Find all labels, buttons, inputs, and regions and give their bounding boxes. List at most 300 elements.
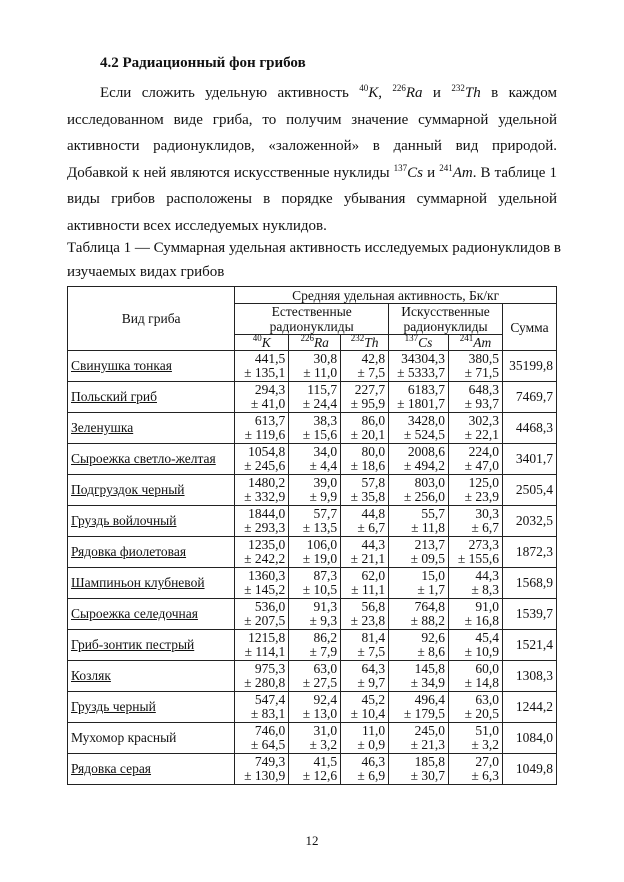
activity-value: 64,3 <box>361 660 386 676</box>
sum-cell: 35199,8 <box>502 351 556 382</box>
activity-value: 44,8 <box>361 505 386 521</box>
activity-cell <box>449 382 503 413</box>
activity-value: 91,3 <box>313 598 338 614</box>
header-artificial: Искусственные радионуклиды <box>389 304 503 335</box>
activity-error: ± 35,8 <box>350 489 386 504</box>
activity-error: ± 494,2 <box>403 458 446 473</box>
activity-error: ± 11,0 <box>303 365 338 380</box>
activity-error: ± 524,5 <box>403 427 446 442</box>
activity-value: 1215,8 <box>248 629 286 645</box>
activity-value: 496,4 <box>414 691 446 707</box>
activity-error: ± 18,6 <box>350 458 386 473</box>
table-row <box>68 599 557 630</box>
activity-error: ± 12,6 <box>302 768 338 783</box>
header-nuclide <box>389 335 449 351</box>
activity-cell <box>389 692 449 723</box>
sum-cell: 1049,8 <box>502 754 556 785</box>
activity-error: ± 41,0 <box>250 396 286 411</box>
activity-error: ± 9,9 <box>309 489 338 504</box>
activity-error: ± 95,9 <box>350 396 386 411</box>
sum-cell: 1084,0 <box>502 723 556 754</box>
cs-mass-number: 137 <box>393 162 408 173</box>
nuclide-symbol: Am <box>473 335 492 350</box>
activity-cell <box>289 382 341 413</box>
activity-error: ± 23,9 <box>464 489 499 504</box>
activity-error: ± 3,2 <box>309 737 338 752</box>
species-name-cell <box>68 661 235 692</box>
activity-value: 746,0 <box>254 722 286 738</box>
activity-cell <box>289 661 341 692</box>
activity-value: 57,7 <box>313 505 338 521</box>
activity-error: ± 155,6 <box>457 551 499 566</box>
activity-cell <box>235 723 289 754</box>
table-row <box>68 661 557 692</box>
activity-error: ± 6,7 <box>471 520 499 535</box>
activity-value: 92,6 <box>421 629 446 645</box>
nuclide-symbol: Ra <box>313 335 329 350</box>
activity-value: 11,0 <box>361 722 386 738</box>
activity-cell <box>389 537 449 568</box>
table-caption: Таблица 1 — Суммарная удельная активность исследуемых радионуклидов в изучаемых видах грибов <box>67 240 561 280</box>
species-name: Рядовка фиолетовая <box>71 543 187 559</box>
species-name: Груздь войлочный <box>71 512 177 528</box>
activity-cell <box>449 413 503 444</box>
activity-value: 30,3 <box>475 505 499 521</box>
activity-error: ± 19,0 <box>302 551 338 566</box>
nuclide-symbol: Th <box>364 335 379 350</box>
activity-value: 764,8 <box>414 598 446 614</box>
activity-error: ± 11,1 <box>351 582 386 597</box>
activity-value: 41,5 <box>313 753 338 769</box>
activity-value: 62,0 <box>361 567 386 583</box>
activity-cell <box>289 444 341 475</box>
table-row <box>68 754 557 785</box>
sum-cell: 1568,9 <box>502 568 556 599</box>
activity-value: 30,8 <box>313 350 338 366</box>
activity-error: ± 13,0 <box>302 706 338 721</box>
species-name-cell <box>68 754 235 785</box>
activity-error: ± 83,1 <box>250 706 286 721</box>
activity-error: ± 20,1 <box>350 427 386 442</box>
activity-cell <box>341 568 389 599</box>
activity-cell <box>389 506 449 537</box>
activity-error: ± 3,2 <box>471 737 499 752</box>
activity-cell <box>449 475 503 506</box>
activity-error: ± 114,1 <box>244 644 286 659</box>
activity-value: 380,5 <box>468 350 499 366</box>
activity-error: ± 71,5 <box>464 365 499 380</box>
header-nuclide <box>235 335 289 351</box>
para-sep: , <box>378 85 393 101</box>
activity-error: ± 6,9 <box>357 768 386 783</box>
species-name: Сыроежка селедочная <box>71 605 198 621</box>
activity-error: ± 280,8 <box>244 675 286 690</box>
activity-value: 27,0 <box>475 753 499 769</box>
table-row <box>68 506 557 537</box>
activity-error: ± 10,9 <box>464 644 499 659</box>
sum-cell: 1872,3 <box>502 537 556 568</box>
activity-cell <box>449 506 503 537</box>
activity-error: ± 293,3 <box>244 520 286 535</box>
activity-error: ± 23,8 <box>350 613 386 628</box>
activity-cell <box>235 599 289 630</box>
activity-cell <box>235 413 289 444</box>
activity-value: 2008,6 <box>407 443 446 459</box>
activity-value: 1480,2 <box>248 474 286 490</box>
activity-error: ± 11,8 <box>411 520 446 535</box>
activity-cell <box>449 444 503 475</box>
para-and-1: и <box>422 85 452 101</box>
activity-error: ± 9,3 <box>309 613 338 628</box>
activity-error: ± 179,5 <box>403 706 446 721</box>
table-row <box>68 692 557 723</box>
activity-cell <box>341 692 389 723</box>
activity-cell <box>341 599 389 630</box>
species-name: Рядовка серая <box>71 760 152 776</box>
sum-cell: 1308,3 <box>502 661 556 692</box>
species-name-cell <box>68 599 235 630</box>
activity-cell <box>235 692 289 723</box>
table-row <box>68 475 557 506</box>
species-name: Мухомор красный <box>71 729 177 745</box>
th-symbol: Th <box>464 85 481 101</box>
activity-cell <box>289 475 341 506</box>
nuclide-mass-number: 232 <box>350 333 365 343</box>
activity-cell <box>235 537 289 568</box>
activity-cell <box>341 723 389 754</box>
species-name-cell <box>68 568 235 599</box>
k-symbol: K <box>368 85 379 101</box>
nuclide-mass-number: 241 <box>459 333 474 343</box>
intro-paragraph <box>67 80 557 239</box>
header-mean-activity: Средняя удельная активность, Бк/кг <box>235 287 557 304</box>
activity-cell <box>235 754 289 785</box>
species-name: Польский гриб <box>71 388 157 404</box>
activity-value: 45,4 <box>475 629 499 645</box>
k-mass-number: 40 <box>359 83 369 93</box>
sum-cell: 1521,4 <box>502 630 556 661</box>
species-name: Свинушка тонкая <box>71 357 172 373</box>
activity-cell <box>449 599 503 630</box>
activity-value: 648,3 <box>468 381 499 397</box>
activity-cell <box>289 630 341 661</box>
activity-value: 38,3 <box>313 412 338 428</box>
activity-error: ± 332,9 <box>244 489 286 504</box>
header-species: Вид гриба <box>68 287 235 351</box>
activity-error: ± 64,5 <box>250 737 286 752</box>
activity-cell <box>341 754 389 785</box>
activity-cell <box>389 661 449 692</box>
sum-cell: 1539,7 <box>502 599 556 630</box>
activity-error: ± 145,2 <box>244 582 286 597</box>
activity-value: 51,0 <box>475 722 499 738</box>
activity-error: ± 5333,7 <box>397 365 446 380</box>
header-nuclide <box>289 335 341 351</box>
species-name: Козляк <box>71 667 111 683</box>
activity-value: 115,7 <box>307 381 338 397</box>
activity-cell <box>235 630 289 661</box>
activity-value: 302,3 <box>468 412 499 428</box>
activity-cell <box>341 382 389 413</box>
activity-error: ± 1801,7 <box>397 396 446 411</box>
activity-value: 91,0 <box>475 598 499 614</box>
species-name-cell <box>68 537 235 568</box>
activity-value: 86,2 <box>313 629 338 645</box>
header-natural: Естественные радионуклиды <box>235 304 389 335</box>
activity-error: ± 14,8 <box>464 675 499 690</box>
activity-error: ± 245,6 <box>244 458 286 473</box>
activity-value: 1360,3 <box>248 567 286 583</box>
activity-value: 34304,3 <box>401 350 446 366</box>
activity-value: 42,8 <box>361 350 386 366</box>
activity-error: ± 09,5 <box>410 551 446 566</box>
activity-cell <box>289 568 341 599</box>
activity-error: ± 13,5 <box>302 520 338 535</box>
activity-cell <box>341 661 389 692</box>
activity-cell <box>289 537 341 568</box>
activity-cell <box>235 475 289 506</box>
activity-value: 294,3 <box>254 381 286 397</box>
activity-value: 106,0 <box>306 536 338 552</box>
activity-error: ± 0,9 <box>357 737 386 752</box>
sum-cell: 7469,7 <box>502 382 556 413</box>
activity-error: ± 135,1 <box>244 365 286 380</box>
activity-error: ± 119,6 <box>244 427 286 442</box>
activity-cell <box>341 351 389 382</box>
activity-table <box>67 286 557 785</box>
species-name-cell <box>68 444 235 475</box>
activity-error: ± 6,3 <box>471 768 499 783</box>
activity-error: ± 7,5 <box>357 644 386 659</box>
activity-error: ± 10,4 <box>350 706 386 721</box>
section-heading: 4.2 Радиационный фон грибов <box>100 55 306 71</box>
activity-error: ± 15,6 <box>302 427 338 442</box>
activity-error: ± 6,7 <box>357 520 386 535</box>
activity-cell <box>389 475 449 506</box>
activity-value: 145,8 <box>414 660 446 676</box>
activity-error: ± 242,2 <box>244 551 286 566</box>
para-text-2: в каждом исследованном виде гриба, то получим значение суммарной удельной активности радионуклидов, «заложенной» в данный вид природой. Добавкой к ней являются искусственные нуклиды <box>67 85 557 181</box>
sum-cell: 2505,4 <box>502 475 556 506</box>
activity-error: ± 130,9 <box>244 768 286 783</box>
activity-error: ± 21,1 <box>350 551 386 566</box>
activity-cell <box>235 382 289 413</box>
species-name-cell <box>68 382 235 413</box>
activity-cell <box>289 754 341 785</box>
activity-value: 803,0 <box>414 474 446 490</box>
activity-error: ± 22,1 <box>464 427 499 442</box>
activity-value: 245,0 <box>414 722 446 738</box>
nuclide-mass-number: 226 <box>300 333 314 343</box>
activity-value: 60,0 <box>475 660 499 676</box>
activity-value: 55,7 <box>421 505 446 521</box>
header-sum: Сумма <box>502 304 556 351</box>
activity-error: ± 1,7 <box>417 582 446 597</box>
activity-value: 224,0 <box>468 443 499 459</box>
table-row <box>68 413 557 444</box>
species-name: Груздь черный <box>71 698 156 714</box>
activity-error: ± 207,5 <box>244 613 286 628</box>
activity-value: 1844,0 <box>248 505 286 521</box>
sum-cell: 3401,7 <box>502 444 556 475</box>
species-name: Гриб-зонтик пестрый <box>71 636 195 652</box>
nuclide-symbol: Cs <box>418 335 433 350</box>
activity-cell <box>341 475 389 506</box>
activity-error: ± 20,5 <box>464 706 499 721</box>
species-name-cell <box>68 692 235 723</box>
activity-cell <box>289 413 341 444</box>
activity-error: ± 8,3 <box>471 582 499 597</box>
activity-cell <box>289 692 341 723</box>
activity-error: ± 34,9 <box>410 675 446 690</box>
activity-error: ± 10,5 <box>302 582 338 597</box>
ra-mass-number: 226 <box>392 83 406 93</box>
table-row <box>68 351 557 382</box>
activity-cell <box>289 506 341 537</box>
page-number: 12 <box>305 833 319 848</box>
activity-cell <box>235 506 289 537</box>
activity-value: 63,0 <box>313 660 338 676</box>
activity-cell <box>449 537 503 568</box>
activity-cell <box>289 351 341 382</box>
activity-cell <box>449 754 503 785</box>
activity-value: 1235,0 <box>248 536 286 552</box>
para-text-3: . В таблице 1 виды грибов расположены в порядке убывания суммарной удельной активности всех исследуемых нуклидов. <box>67 164 558 234</box>
para-and-2: и <box>423 164 440 181</box>
activity-cell <box>341 506 389 537</box>
activity-value: 44,3 <box>475 567 499 583</box>
species-name: Шампиньон клубневой <box>71 574 205 590</box>
activity-error: ± 7,9 <box>309 644 338 659</box>
activity-cell <box>449 568 503 599</box>
nuclide-mass-number: 137 <box>404 333 419 343</box>
activity-value: 34,0 <box>313 443 338 459</box>
activity-error: ± 24,4 <box>302 396 338 411</box>
activity-value: 3428,0 <box>407 412 446 428</box>
activity-cell <box>341 444 389 475</box>
species-name-cell <box>68 351 235 382</box>
activity-cell <box>341 537 389 568</box>
activity-cell <box>449 692 503 723</box>
activity-cell <box>389 754 449 785</box>
activity-value: 547,4 <box>254 691 286 707</box>
activity-value: 975,3 <box>254 660 286 676</box>
activity-error: ± 9,7 <box>357 675 386 690</box>
para-text-1: Если сложить удельную активность <box>100 85 360 101</box>
activity-error: ± 8,6 <box>417 644 446 659</box>
am-mass-number: 241 <box>439 162 453 173</box>
activity-cell <box>449 630 503 661</box>
activity-value: 213,7 <box>414 536 446 552</box>
ra-symbol: Ra <box>405 85 423 101</box>
nuclide-mass-number: 40 <box>252 333 262 343</box>
activity-value: 87,3 <box>313 567 338 583</box>
activity-cell <box>389 568 449 599</box>
activity-value: 31,0 <box>313 722 338 738</box>
activity-value: 749,3 <box>254 753 286 769</box>
activity-error: ± 4,4 <box>309 458 338 473</box>
cs-symbol: Cs <box>407 164 424 181</box>
activity-cell <box>449 723 503 754</box>
header-nuclide <box>341 335 389 351</box>
activity-value: 56,8 <box>361 598 386 614</box>
activity-error: ± 88,2 <box>410 613 446 628</box>
activity-cell <box>235 661 289 692</box>
activity-cell <box>449 351 503 382</box>
table-row <box>68 723 557 754</box>
table-row <box>68 382 557 413</box>
activity-value: 185,8 <box>414 753 446 769</box>
species-name: Зеленушка <box>71 419 134 435</box>
activity-value: 15,0 <box>421 567 446 583</box>
activity-cell <box>235 444 289 475</box>
activity-value: 86,0 <box>361 412 386 428</box>
activity-value: 441,5 <box>254 350 286 366</box>
activity-cell <box>389 444 449 475</box>
table-row <box>68 630 557 661</box>
activity-cell <box>289 723 341 754</box>
activity-cell <box>389 382 449 413</box>
activity-value: 273,3 <box>468 536 499 552</box>
activity-value: 6183,7 <box>407 381 446 397</box>
species-name-cell <box>68 630 235 661</box>
activity-value: 39,0 <box>313 474 338 490</box>
activity-error: ± 7,5 <box>357 365 386 380</box>
activity-error: ± 93,7 <box>464 396 499 411</box>
activity-cell <box>449 661 503 692</box>
activity-cell <box>235 351 289 382</box>
activity-cell <box>389 413 449 444</box>
activity-cell <box>289 599 341 630</box>
activity-value: 44,3 <box>361 536 386 552</box>
activity-value: 125,0 <box>468 474 499 490</box>
nuclide-symbol: K <box>261 335 271 350</box>
activity-cell <box>389 351 449 382</box>
sum-cell: 1244,2 <box>502 692 556 723</box>
table-row <box>68 444 557 475</box>
species-name-cell <box>68 475 235 506</box>
activity-error: ± 21,3 <box>410 737 446 752</box>
species-name-cell <box>68 506 235 537</box>
am-symbol: Am <box>452 164 473 181</box>
table-row <box>68 568 557 599</box>
activity-value: 45,2 <box>361 691 386 707</box>
activity-cell <box>341 413 389 444</box>
activity-value: 227,7 <box>354 381 386 397</box>
activity-value: 57,8 <box>361 474 386 490</box>
activity-error: ± 30,7 <box>410 768 446 783</box>
activity-error: ± 16,8 <box>464 613 499 628</box>
species-name: Подгруздок черный <box>71 481 185 497</box>
activity-value: 80,0 <box>361 443 386 459</box>
activity-value: 613,7 <box>254 412 286 428</box>
activity-value: 92,4 <box>313 691 338 707</box>
activity-value: 81,4 <box>361 629 386 645</box>
activity-value: 536,0 <box>254 598 286 614</box>
species-name-cell <box>68 413 235 444</box>
activity-error: ± 47,0 <box>464 458 499 473</box>
activity-cell <box>389 599 449 630</box>
activity-cell <box>235 568 289 599</box>
activity-value: 46,3 <box>361 753 386 769</box>
sum-cell: 4468,3 <box>502 413 556 444</box>
activity-error: ± 27,5 <box>302 675 338 690</box>
activity-value: 1054,8 <box>248 443 286 459</box>
header-nuclide <box>449 335 503 351</box>
table-row <box>68 537 557 568</box>
activity-cell <box>389 723 449 754</box>
activity-error: ± 256,0 <box>403 489 446 504</box>
